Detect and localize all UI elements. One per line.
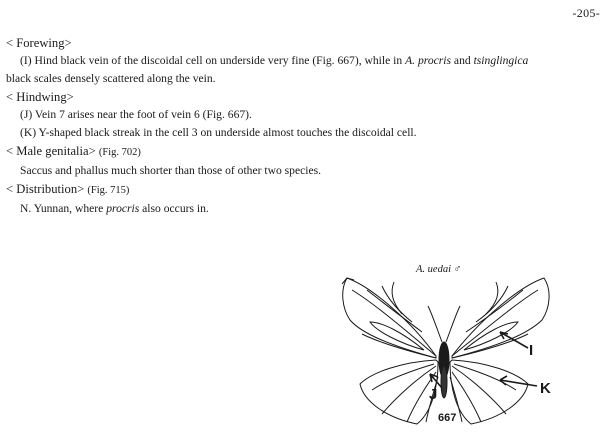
species-procris: A. procris xyxy=(405,54,452,67)
forewing-heading: < Forewing> xyxy=(6,36,72,50)
distribution-heading xyxy=(6,180,602,200)
hindwing-line-k: (K) Y-shaped black streak in the cell 3 on underside almost touches the discoidal cell. xyxy=(20,126,417,139)
distribution-fig-ref: (Fig. 715) xyxy=(87,185,130,196)
hindwing-heading: < Hindwing> xyxy=(6,90,74,104)
forewing-paragraph xyxy=(6,52,602,70)
male-symbol-icon: ♂ xyxy=(453,264,462,275)
label-j: J xyxy=(429,386,438,403)
page-number: -205- xyxy=(572,6,600,20)
male-genitalia-text: Saccus and phallus much shorter than those of other two species. xyxy=(20,164,322,177)
male-genitalia-fig-ref: (Fig. 702) xyxy=(98,147,141,158)
male-genitalia-heading xyxy=(6,142,602,162)
forewing-text-1: (I) Hind black vein of the discoidal cell on underside very fine (Fig. 667), while in xyxy=(20,54,406,67)
forewing-paragraph-cont: black scales densely scattered along the vein. xyxy=(6,72,216,85)
figure-number: 667 xyxy=(438,412,457,424)
species-tsinglingica: tsinglingica xyxy=(473,54,529,67)
butterfly-drawing-icon xyxy=(332,262,578,432)
hindwing-line-j: (J) Vein 7 arises near the foot of vein 6 (Fig. 667). xyxy=(20,108,252,121)
distribution-title: < Distribution> xyxy=(6,182,85,196)
caption-species: A. uedai xyxy=(416,264,451,275)
document-body xyxy=(6,34,602,218)
label-i: I xyxy=(529,342,534,359)
distribution-text-1: N. Yunnan, where xyxy=(20,202,107,215)
label-k: K xyxy=(540,380,551,397)
forewing-text-2: and xyxy=(451,54,474,67)
distribution-text-2: also occurs in. xyxy=(139,202,209,215)
distribution-text xyxy=(6,200,602,218)
butterfly-figure xyxy=(332,262,578,432)
species-procris-2: procris xyxy=(106,202,140,215)
male-genitalia-title: < Male genitalia> xyxy=(6,144,96,158)
